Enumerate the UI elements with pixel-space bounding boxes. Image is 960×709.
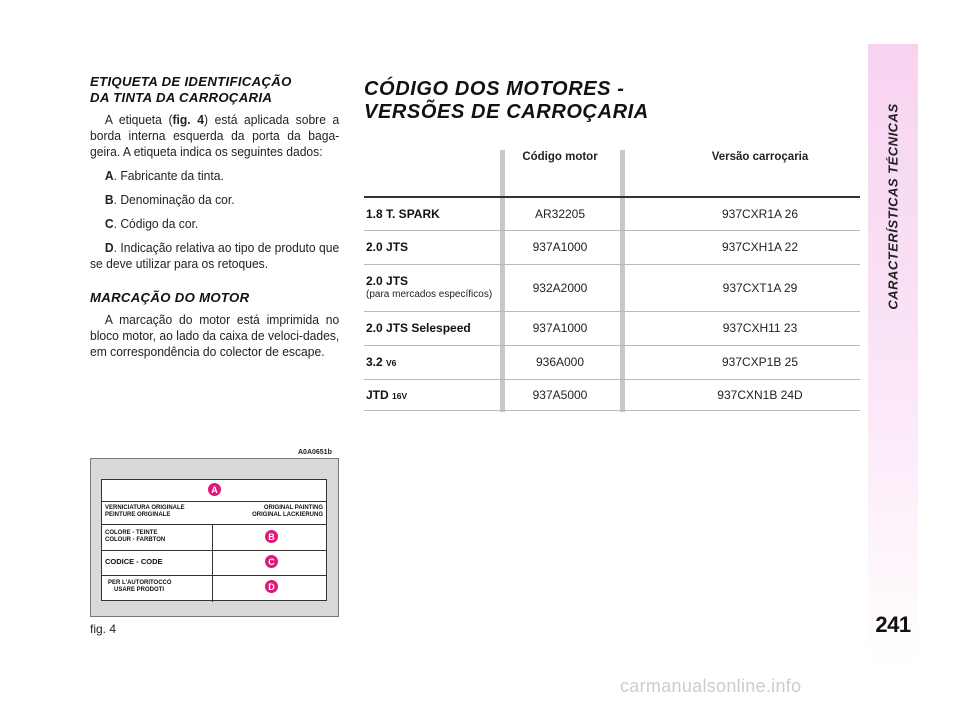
paint-label-heading: ETIQUETA DE IDENTIFICAÇÃO DA TINTA DA CARROÇARIA (90, 74, 292, 105)
list-item-c: C. Código da cor. (104, 216, 199, 231)
section-title (868, 76, 918, 336)
table-cell-body: 937CXN1B 24D (717, 388, 803, 402)
label-retouch-2: USARE PRODOTI (114, 587, 165, 593)
page-number: 241 (875, 612, 911, 637)
badge-c: C (265, 555, 278, 568)
figure-code: A0A0651b (298, 449, 332, 456)
table-row-model: 2.0 JTS Selespeed (366, 321, 471, 335)
left-column (90, 74, 340, 360)
table-cell-body: 937CXH1A 22 (721, 240, 799, 254)
paint-label-figure (90, 458, 339, 617)
header-body-version: Versão carroçaria (711, 151, 809, 163)
engine-marking-text: A marcação do motor está imprimida no bloco motor, ao lado da caixa de veloci-dades, em correspondência do colector de escape. (90, 312, 340, 359)
label-vern-fr: PEINTURE ORIGINALE (105, 512, 171, 518)
table-row-model: 2.0 JTS (366, 240, 409, 254)
table-row-model: 1.8 T. SPARK (366, 207, 440, 221)
label-orig-de: ORIGINAL LACKIERUNG (252, 512, 323, 518)
figure-caption: fig. 4 (90, 622, 117, 636)
section-sidebar (868, 44, 918, 666)
section-title-text: CARACTERÍSTICAS TÉCNICAS (885, 102, 901, 310)
header-engine-code: Código motor (522, 151, 598, 163)
table-cell-body: 937CXR1A 26 (721, 207, 799, 221)
label-code: CODICE - CODE (105, 557, 163, 566)
label-colour-1: COLORE - TEINTE (105, 530, 158, 536)
label-colour-2: COLOUR - FARBTON (105, 537, 166, 543)
table-cell-body: 937CXT1A 29 (722, 281, 798, 295)
list-item-d: D. Indicação relativa ao tipo de produto que se deve utilizar para os retoques. (90, 240, 340, 271)
table-cell-body: 937CXP1B 25 (721, 355, 799, 369)
table-header-rule (364, 196, 860, 198)
engine-marking-heading: MARCAÇÃO DO MOTOR (90, 290, 250, 305)
watermark: carmanualsonline.info (620, 676, 802, 696)
table-cell-engine: AR32205 (534, 207, 586, 221)
table-row-note: (para mercados específicos) (366, 289, 493, 300)
column-divider-2 (620, 150, 625, 412)
table-row-model: 3.2 V6 (366, 355, 397, 369)
label-retouch-1: PER L'AUTORITOCCO (108, 580, 172, 586)
table-row-model: 2.0 JTS (366, 274, 409, 288)
table-cell-engine: 937A1000 (532, 240, 588, 254)
paint-label-intro: A etiqueta (fig. 4) está aplicada sobre a borda interna esquerda da porta da baga-geira. A etiqueta indica os seguintes dados: (90, 112, 340, 159)
table-cell-engine: 936A000 (535, 355, 585, 369)
badge-b: B (265, 530, 278, 543)
table-cell-engine: 937A1000 (532, 321, 588, 335)
engine-table-title: CÓDIGO DOS MOTORES - VERSÕES DE CARROÇARIA (364, 78, 649, 123)
list-item-b: B. Denominação da cor. (104, 192, 235, 207)
paint-label-card (101, 479, 327, 601)
label-orig-en: ORIGINAL PAINTING (263, 505, 323, 511)
table-cell-body: 937CXH11 23 (722, 321, 798, 335)
table-row-model: JTD 16V (366, 388, 408, 402)
table-cell-engine: 932A2000 (532, 281, 588, 295)
label-vern-it: VERNICIATURA ORIGINALE (105, 505, 185, 511)
badge-a: A (208, 483, 221, 496)
figure-reference: fig. 4 (172, 112, 204, 127)
badge-d: D (265, 580, 278, 593)
table-cell-engine: 937A5000 (532, 388, 588, 402)
list-item-a: A. Fabricante da tinta. (104, 168, 224, 183)
